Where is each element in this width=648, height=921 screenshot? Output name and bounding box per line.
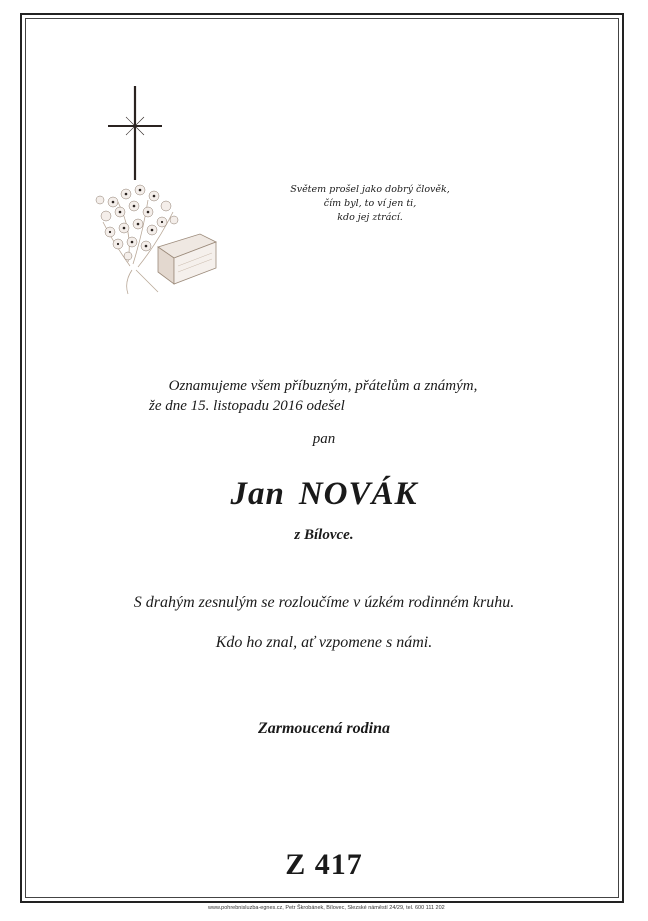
remember-text: Kdo ho znal, ať vzpomene s námi. xyxy=(215,634,433,651)
last-name: NOVÁK xyxy=(298,476,418,512)
signature: Zarmoucená rodina xyxy=(257,720,390,737)
notice-code: Z 417 xyxy=(285,848,363,881)
verse-line: kdo jej ztrácí. xyxy=(337,212,403,223)
cross-flowers-book-icon xyxy=(88,82,228,302)
origin: z Bílovce. xyxy=(294,527,354,543)
footer-contact: www.pohrebnisluzba-egnes.cz, Petr Škrobánek, Bílovec, Slezské náměstí 24/29, tel. 600 111 202 xyxy=(208,905,445,911)
first-name: Jan xyxy=(230,476,285,512)
announcement-line-2: že dne 15. listopadu 2016 odešel xyxy=(149,398,345,414)
farewell-text: S drahým zesnulým se rozloučíme v úzkém rodinném kruhu. xyxy=(133,594,515,611)
announcement xyxy=(0,376,648,416)
honorific: pan xyxy=(312,431,336,447)
deceased-name xyxy=(0,476,648,513)
announcement-line-1: Oznamujeme všem příbuzným, přátelům a známým, xyxy=(168,378,478,394)
verse-line: Světem prošel jako dobrý člověk, xyxy=(290,184,450,195)
memorial-verse xyxy=(290,183,450,225)
verse-line: čím byl, to ví jen ti, xyxy=(323,198,417,209)
